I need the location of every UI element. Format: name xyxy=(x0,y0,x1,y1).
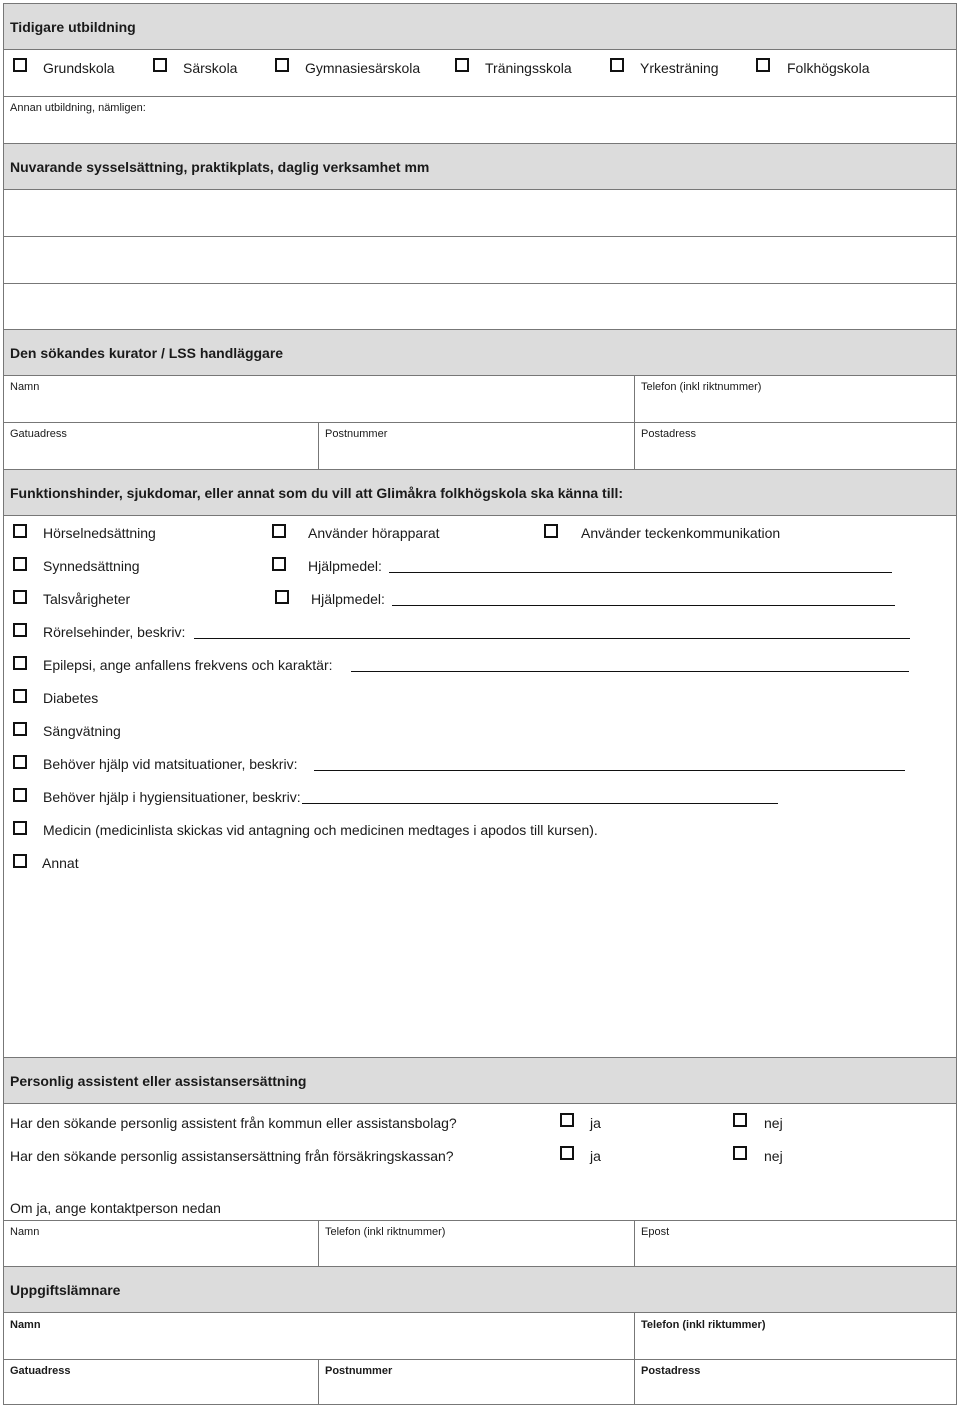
checkbox-traningsskola[interactable] xyxy=(455,58,469,72)
checkbox-speech[interactable] xyxy=(13,590,27,604)
checkbox-gymnasiesarskola[interactable] xyxy=(275,58,289,72)
curator-street-label: Gatuadress xyxy=(10,428,67,440)
checkbox-q2-yes[interactable] xyxy=(560,1146,574,1160)
speech-aid-line[interactable] xyxy=(392,605,895,606)
occupation-field-1[interactable] xyxy=(4,190,956,236)
checkbox-q1-yes[interactable] xyxy=(560,1113,574,1127)
label-sign-communication: Använder teckenkommunikation xyxy=(581,525,781,541)
question-assistant: Har den sökande personlig assistent från kommun eller assistansbolag? xyxy=(10,1115,457,1131)
divider xyxy=(634,1220,635,1266)
divider xyxy=(4,1220,956,1221)
vision-aid-line[interactable] xyxy=(389,572,892,573)
checkbox-meal-help[interactable] xyxy=(13,755,27,769)
question-allowance: Har den sökande personlig assistansersättning från försäkringskassan? xyxy=(10,1148,454,1164)
label-q2-no: nej xyxy=(764,1148,783,1164)
hygiene-help-line[interactable] xyxy=(302,803,778,804)
option-sarskola: Särskola xyxy=(183,60,238,76)
label-epilepsy: Epilepsi, ange anfallens frekvens och karaktär: xyxy=(43,657,333,673)
other-education-field[interactable] xyxy=(4,116,956,143)
option-folkhogskola: Folkhögskola xyxy=(787,60,870,76)
contact-phone-label: Telefon (inkl riktnummer) xyxy=(325,1226,446,1238)
checkbox-sign-communication[interactable] xyxy=(544,524,558,538)
checkbox-hygiene-help[interactable] xyxy=(13,788,27,802)
checkbox-q2-no[interactable] xyxy=(733,1146,747,1160)
checkbox-diabetes[interactable] xyxy=(13,689,27,703)
assistant-title: Personlig assistent eller assistansersättning xyxy=(10,1073,307,1089)
label-mobility: Rörelsehinder, beskriv: xyxy=(43,624,186,640)
informant-postcode-label: Postnummer xyxy=(325,1365,393,1377)
section-header-occupation xyxy=(4,143,956,190)
checkbox-q1-no[interactable] xyxy=(733,1113,747,1127)
checkbox-grundskola[interactable] xyxy=(13,58,27,72)
checkbox-yrkestraning[interactable] xyxy=(610,58,624,72)
divider xyxy=(4,96,956,97)
checkbox-bedwetting[interactable] xyxy=(13,722,27,736)
occupation-title: Nuvarande sysselsättning, praktikplats, daglig verksamhet mm xyxy=(10,159,430,175)
education-title: Tidigare utbildning xyxy=(10,19,136,35)
other-field[interactable] xyxy=(4,874,956,1057)
option-yrkestraning: Yrkesträning xyxy=(640,60,719,76)
curator-postcode-label: Postnummer xyxy=(325,428,388,440)
informant-street-label: Gatuadress xyxy=(10,1365,71,1377)
divider xyxy=(4,1359,956,1360)
divider xyxy=(318,422,319,469)
label-speech-aid: Hjälpmedel: xyxy=(311,591,385,607)
contact-name-label: Namn xyxy=(10,1226,40,1238)
label-hygiene-help: Behöver hjälp i hygiensituationer, beskriv: xyxy=(43,789,301,805)
epilepsy-line[interactable] xyxy=(351,671,909,672)
other-education-label: Annan utbildning, nämligen: xyxy=(10,102,146,114)
checkbox-epilepsy[interactable] xyxy=(13,656,27,670)
option-traningsskola: Träningsskola xyxy=(485,60,572,76)
section-header-assistant xyxy=(4,1057,956,1104)
label-q1-yes: ja xyxy=(590,1115,601,1131)
checkbox-hearing[interactable] xyxy=(13,524,27,538)
curator-name-label: Namn xyxy=(10,381,40,393)
informant-name-label: Namn xyxy=(10,1319,41,1331)
divider xyxy=(318,1220,319,1266)
informant-phone-label: Telefon (inkl riktummer) xyxy=(641,1319,766,1331)
disability-title: Funktionshinder, sjukdomar, eller annat som du vill att Glimåkra folkhögskola ska känna till: xyxy=(10,485,624,501)
checkbox-vision[interactable] xyxy=(13,557,27,571)
section-header-education xyxy=(4,3,956,50)
label-q1-no: nej xyxy=(764,1115,783,1131)
label-medicine: Medicin (medicinlista skickas vid antagning och medicinen medtages i apodos till kursen). xyxy=(43,822,598,838)
divider xyxy=(318,1359,319,1405)
label-vision-aid: Hjälpmedel: xyxy=(308,558,382,574)
section-header-informant xyxy=(4,1266,956,1313)
option-gymnasiesarskola: Gymnasiesärskola xyxy=(305,60,421,76)
occupation-field-2[interactable] xyxy=(4,237,956,283)
informant-title: Uppgiftslämnare xyxy=(10,1282,121,1298)
contact-email-label: Epost xyxy=(641,1226,670,1238)
checkbox-vision-aid[interactable] xyxy=(272,557,286,571)
checkbox-medicine[interactable] xyxy=(13,821,27,835)
mobility-line[interactable] xyxy=(194,638,910,639)
label-q2-yes: ja xyxy=(590,1148,601,1164)
label-diabetes: Diabetes xyxy=(43,690,99,706)
checkbox-folkhogskola[interactable] xyxy=(756,58,770,72)
divider xyxy=(4,422,956,423)
checkbox-mobility[interactable] xyxy=(13,623,27,637)
label-other: Annat xyxy=(42,855,79,871)
checkbox-sarskola[interactable] xyxy=(153,58,167,72)
label-vision: Synnedsättning xyxy=(43,558,140,574)
contact-intro: Om ja, ange kontaktperson nedan xyxy=(10,1200,221,1216)
checkbox-hearing-aid[interactable] xyxy=(272,524,286,538)
curator-title: Den sökandes kurator / LSS handläggare xyxy=(10,345,284,361)
label-hearing-aid: Använder hörapparat xyxy=(308,525,440,541)
label-hearing: Hörselnedsättning xyxy=(43,525,156,541)
checkbox-speech-aid[interactable] xyxy=(275,590,289,604)
application-form xyxy=(3,3,957,1405)
label-meal-help: Behöver hjälp vid matsituationer, beskriv: xyxy=(43,756,298,772)
option-grundskola: Grundskola xyxy=(43,60,115,76)
section-header-disability xyxy=(4,469,956,516)
meal-help-line[interactable] xyxy=(314,770,905,771)
occupation-field-3[interactable] xyxy=(4,284,956,329)
informant-city-label: Postadress xyxy=(641,1365,701,1377)
checkbox-other[interactable] xyxy=(13,854,27,868)
label-bedwetting: Sängvätning xyxy=(43,723,121,739)
curator-city-label: Postadress xyxy=(641,428,697,440)
curator-phone-label: Telefon (inkl riktnummer) xyxy=(641,381,762,393)
label-speech: Talsvårigheter xyxy=(43,591,131,607)
section-header-curator xyxy=(4,329,956,376)
